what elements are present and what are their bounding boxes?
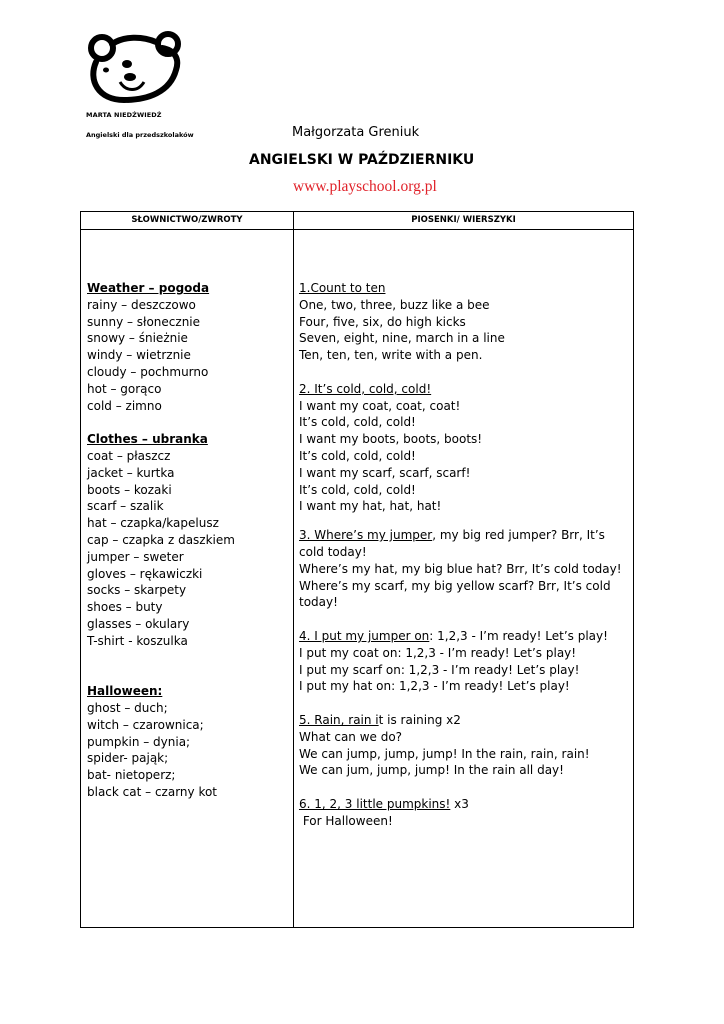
vocab-item: socks – skarpety xyxy=(87,583,187,598)
brand-subtitle: Angielski dla przedszkolaków xyxy=(86,131,194,139)
song-line: Where’s my scarf, my big yellow scarf? Brr, It’s cold today! xyxy=(299,578,611,610)
song-line: : 1,2,3 - I’m ready! Let’s play! xyxy=(429,628,608,643)
vocab-item: scarf – szalik xyxy=(87,499,164,514)
song-title: 2. It’s cold, cold, cold! xyxy=(299,381,432,396)
song-line: It’s cold, cold, cold! xyxy=(299,482,416,497)
song-line: Four, five, six, do high kicks xyxy=(299,314,466,329)
bear-logo xyxy=(82,30,188,106)
vocab-item: black cat – czarny kot xyxy=(87,784,218,799)
vocab-item: cold – zimno xyxy=(87,398,162,413)
vocab-item: glasses – okulary xyxy=(87,616,190,631)
vocab-item: cap – czapka z daszkiem xyxy=(87,532,235,547)
vocab-column-header: SŁOWNICTWO/ZWROTY xyxy=(131,215,243,225)
song-title: 1.Count to ten xyxy=(299,281,386,295)
brand-name: MARTA NIEDŹWIEDŹ xyxy=(86,111,162,119)
song-line: I want my boots, boots, boots! xyxy=(299,432,483,447)
halloween-heading: Halloween: xyxy=(87,684,163,699)
vocab-item: witch – czarownica; xyxy=(87,717,204,732)
vocab-item: sunny – słonecznie xyxy=(87,314,201,329)
clothes-heading: Clothes – ubranka xyxy=(87,432,208,447)
song-line: I want my hat, hat, hat! xyxy=(299,499,442,514)
song-line: It’s cold, cold, cold! xyxy=(299,448,416,463)
song-line: I put my coat on: 1,2,3 - I’m ready! Let’s play! xyxy=(299,645,577,660)
song-line: I want my scarf, scarf, scarf! xyxy=(299,465,471,480)
vocab-item: jumper – sweter xyxy=(87,549,184,564)
page-title: ANGIELSKI W PAŹDZIERNIKU xyxy=(249,152,475,168)
vocab-item: gloves – rękawiczki xyxy=(87,566,203,581)
vocab-item: bat- nietoperz; xyxy=(87,768,176,783)
song-line: Ten, ten, ten, write with a pen. xyxy=(299,348,483,363)
song-first-line xyxy=(299,527,629,561)
song-title: 5. Rain, rain i xyxy=(299,712,379,727)
vocab-item: coat – płaszcz xyxy=(87,448,171,463)
song-first-line xyxy=(299,796,629,813)
vocab-item: ghost – duch; xyxy=(87,700,168,715)
vocab-item: hot – gorąco xyxy=(87,381,162,396)
vocab-item: snowy – śnieżnie xyxy=(87,331,188,346)
vocab-item: windy – wietrznie xyxy=(87,348,191,363)
vocab-item: rainy – deszczowo xyxy=(87,297,196,312)
vocab-item: shoes – buty xyxy=(87,600,163,615)
vocab-item: cloudy – pochmurno xyxy=(87,364,209,379)
song-line: We can jum, jump, jump! In the rain all day! xyxy=(299,763,564,778)
song-line: I put my scarf on: 1,2,3 - I’m ready! Let’s play! xyxy=(299,662,580,677)
song-line: One, two, three, buzz like a bee xyxy=(299,297,490,312)
songs-column xyxy=(299,280,629,830)
songs-column-header: PIOSENKI/ WIERSZYKI xyxy=(411,215,516,225)
song-line: Where’s my hat, my big blue hat? Brr, It’s cold today! xyxy=(299,561,622,576)
song-first-line xyxy=(299,628,629,645)
weather-heading: Weather – pogoda xyxy=(87,281,210,295)
vocab-item: T-shirt - koszulka xyxy=(87,633,188,648)
vocabulary-column xyxy=(87,280,287,801)
song-line: t is raining x2 xyxy=(378,712,461,727)
song-title: 6. 1, 2, 3 little pumpkins! xyxy=(299,796,451,811)
song-title: 3. Where’s my jumper xyxy=(299,528,433,543)
song-line: For Halloween! xyxy=(299,813,393,828)
song-line: , my big red jumper? Brr, It’s cold today! xyxy=(299,528,605,559)
song-title: 4. I put my jumper on xyxy=(299,628,430,643)
song-line: x3 xyxy=(450,796,469,811)
song-line: Seven, eight, nine, march in a line xyxy=(299,331,505,346)
website-link[interactable]: www.playschool.org.pl xyxy=(293,178,437,195)
song-line: I want my coat, coat, coat! xyxy=(299,398,461,413)
song-line: I put my hat on: 1,2,3 - I’m ready! Let’s play! xyxy=(299,679,570,694)
song-line: We can jump, jump, jump! In the rain, rain, rain! xyxy=(299,746,590,761)
vocab-item: spider- pająk; xyxy=(87,751,169,766)
vocab-item: jacket – kurtka xyxy=(87,465,175,480)
vocab-item: pumpkin – dynia; xyxy=(87,734,191,749)
song-line: It’s cold, cold, cold! xyxy=(299,415,416,430)
vocab-item: hat – czapka/kapelusz xyxy=(87,516,219,531)
song-line: What can we do? xyxy=(299,729,403,744)
vocab-item: boots – kozaki xyxy=(87,482,172,497)
content-table xyxy=(80,211,634,928)
author-name: Małgorzata Greniuk xyxy=(292,125,420,140)
song-first-line xyxy=(299,712,629,729)
